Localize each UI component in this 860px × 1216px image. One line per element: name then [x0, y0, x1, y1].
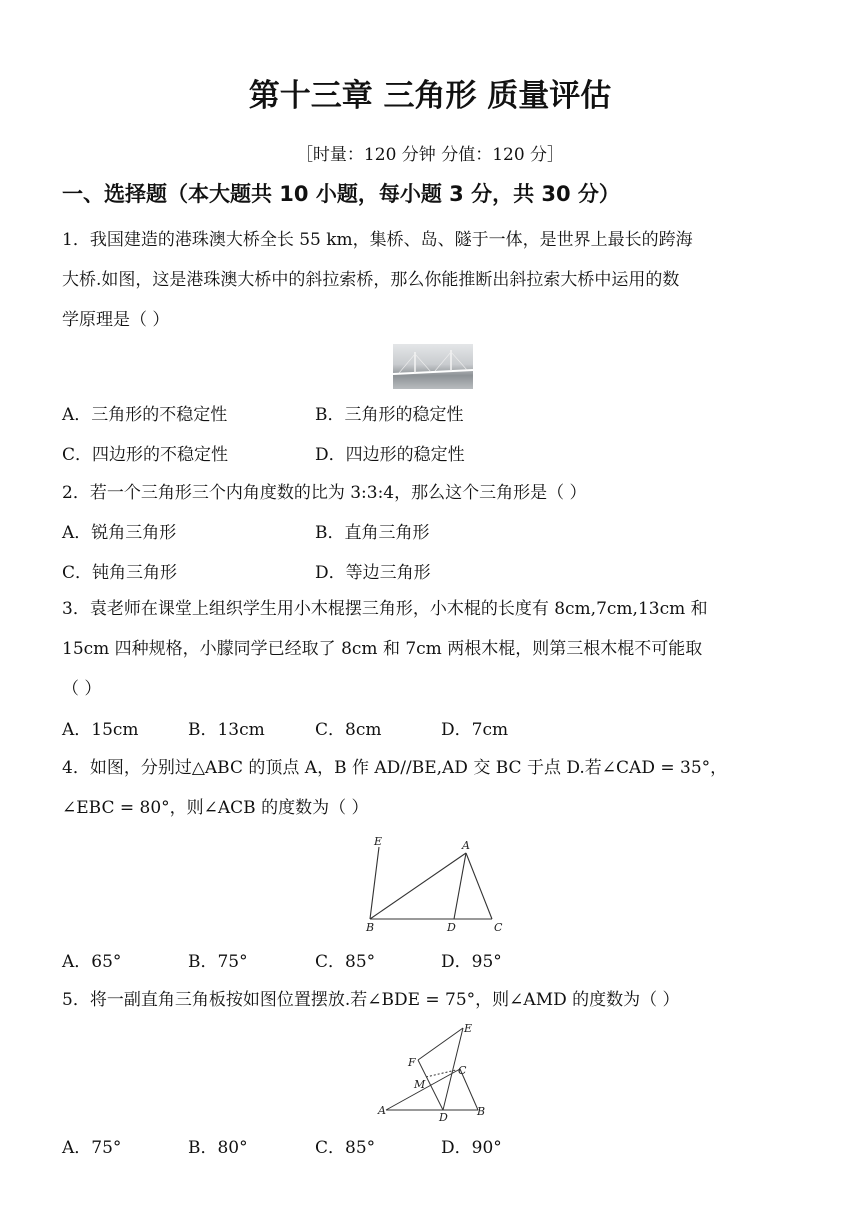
question-4-line-1: 4．如图，分别过△ABC 的顶点 A，B 作 AD//BE,AD 交 BC 于点 D.若∠CAD = 35°， — [62, 758, 728, 778]
q4-option-b: B．75° — [188, 952, 248, 972]
label-e: E — [464, 1022, 473, 1035]
q5-option-d: D．90° — [441, 1138, 502, 1158]
question-4-line-2: ∠EBC = 80°，则∠ACB 的度数为（ ） — [62, 798, 369, 818]
exam-info: ［时量：120 分钟 分值：120 分］ — [295, 145, 565, 165]
label-f: F — [408, 1056, 416, 1069]
q4-option-d: D．95° — [441, 952, 502, 972]
label-c: C — [458, 1064, 467, 1077]
bridge-illustration — [393, 344, 473, 389]
question-2: 2．若一个三角形三个内角度数的比为 3:3:4，那么这个三角形是（ ） — [62, 483, 587, 503]
q4-option-a: A．65° — [62, 952, 122, 972]
label-e: E — [374, 835, 383, 848]
q2-option-b: B．直角三角形 — [315, 523, 430, 543]
label-b: B — [477, 1105, 486, 1118]
q1-option-d: D．四边形的稳定性 — [315, 445, 465, 465]
q5-option-a: A．75° — [62, 1138, 122, 1158]
q1-option-a: A．三角形的不稳定性 — [62, 405, 228, 425]
label-c: C — [494, 921, 503, 934]
q2-option-d: D．等边三角形 — [315, 563, 431, 583]
question-3-line-1: 3．袁老师在课堂上组织学生用小木棍摆三角形，小木棍的长度有 8cm,7cm,13cm 和 — [62, 599, 708, 619]
q5-set-squares-figure — [378, 1022, 488, 1122]
q3-option-a: A．15cm — [62, 720, 139, 740]
q2-option-c: C．钝角三角形 — [62, 563, 178, 583]
bridge-photo — [393, 344, 473, 389]
q5-option-c: C．85° — [315, 1138, 376, 1158]
question-1-line-3: 学原理是（ ） — [62, 310, 170, 330]
q2-option-a: A．锐角三角形 — [62, 523, 177, 543]
question-1-line-2: 大桥.如图，这是港珠澳大桥中的斜拉索桥，那么你能推断出斜拉索大桥中运用的数 — [62, 270, 680, 290]
label-d: D — [447, 921, 456, 934]
q1-option-c: C．四边形的不稳定性 — [62, 445, 229, 465]
label-d: D — [439, 1111, 448, 1124]
question-1-line-1: 1．我国建造的港珠澳大桥全长 55 km，集桥、岛、隧于一体，是世界上最长的跨海 — [62, 230, 693, 250]
q3-option-d: D．7cm — [441, 720, 509, 740]
question-3 — [62, 589, 802, 709]
q1-option-b: B．三角形的稳定性 — [315, 405, 464, 425]
question-1 — [62, 220, 802, 340]
q4-option-c: C．85° — [315, 952, 376, 972]
q4-triangle-figure — [366, 833, 506, 933]
question-5: 5．将一副直角三角板按如图位置摆放.若∠BDE = 75°，则∠AMD 的度数为（ ） — [62, 990, 680, 1010]
question-3-line-3: （ ） — [62, 679, 102, 699]
q3-option-b: B．13cm — [188, 720, 265, 740]
section-heading: 一、选择题（本大题共 10 小题，每小题 3 分，共 30 分） — [62, 182, 620, 206]
question-4 — [62, 748, 802, 828]
question-3-line-2: 15cm 四种规格，小朦同学已经取了 8cm 和 7cm 两根木棍，则第三根木棍不可能取 — [62, 639, 703, 659]
page-title: 第十三章 三角形 质量评估 — [248, 78, 612, 114]
label-a: A — [378, 1104, 386, 1117]
label-a: A — [462, 839, 470, 852]
label-b: B — [366, 921, 375, 934]
q3-option-c: C．8cm — [315, 720, 382, 740]
label-m: M — [414, 1078, 426, 1091]
q5-option-b: B．80° — [188, 1138, 248, 1158]
